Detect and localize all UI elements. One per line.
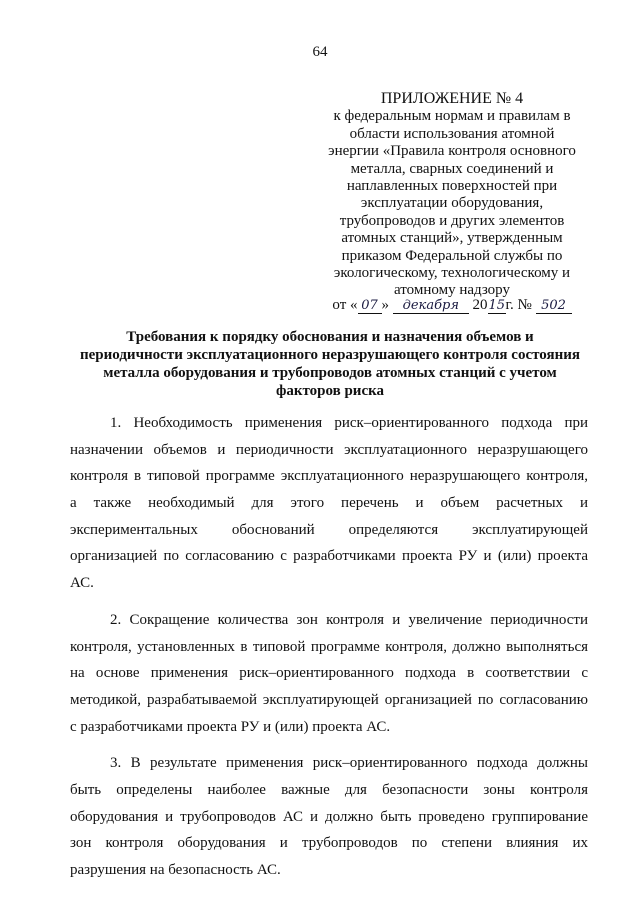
paragraph-line: с разработчиками проекта РУ и (или) проекта АС.: [70, 718, 391, 735]
section-heading: [70, 328, 590, 400]
heading-line: факторов риска: [275, 383, 385, 399]
paragraph-line: назначении объемов и периодичности эксплуатационного неразрушающего: [70, 441, 588, 458]
appendix-line: к федеральным нормам и правилам в: [333, 108, 571, 125]
order-year-suffix: г. №: [505, 297, 532, 313]
order-year-prefix: 20: [472, 297, 488, 313]
paragraph-line: оборудования и трубопроводов АС и должно быть проведено группирование: [70, 808, 588, 825]
paragraph-gap: [70, 740, 588, 750]
appendix-line: экологическому, технологическому и: [333, 265, 571, 282]
order-month-handwritten: декабря: [393, 299, 469, 314]
paragraph-line: 1. Необходимость применения риск–ориентированного подхода при: [110, 415, 588, 431]
paragraph-line: разрушения на безопасность АС.: [70, 862, 281, 878]
paragraph-line: организацией по согласованию с разработчиками проекта РУ и (или) проекта: [70, 548, 588, 565]
appendix-line: эксплуатации оборудования,: [360, 195, 544, 212]
appendix-line: трубопроводов и других элементов: [339, 212, 565, 229]
paragraph-line: на основе применения риск–ориентированного подхода в соответствии с: [70, 665, 588, 682]
paragraph-2: [70, 607, 588, 740]
order-day-handwritten: 07: [358, 299, 382, 314]
paragraph-line: а также необходимый для этого перечень и объем расчетных и: [70, 495, 588, 512]
appendix-line: энергии «Правила контроля основного: [328, 143, 576, 160]
order-date-line: [318, 297, 586, 314]
paragraph-3: [70, 750, 588, 883]
paragraph-line: методикой, разрабатываемой эксплуатирующей организацией по согласованию: [70, 691, 588, 708]
appendix-line: наплавленных поверхностей при: [346, 178, 558, 195]
paragraph-line: экспериментальных обоснований определяются эксплуатирующей: [70, 521, 588, 538]
paragraph-line: 2. Сокращение количества зон контроля и увеличение периодичности: [110, 611, 588, 628]
appendix-line: металла, сварных соединений и: [350, 160, 554, 177]
appendix-line: области использования атомной: [349, 125, 555, 142]
document-body: [70, 410, 588, 884]
appendix-line: атомному надзору: [394, 282, 510, 299]
page-number: 64: [312, 44, 328, 60]
appendix-line: приказом Федеральной службы по: [341, 247, 563, 264]
paragraph-line: зон контроля оборудования и трубопроводов по степени влияния их: [70, 835, 588, 852]
order-number-handwritten: 502: [536, 299, 572, 314]
paragraph-line: быть определены наиболее важные для безопасности зоны контроля: [70, 781, 588, 798]
order-prefix: от «: [332, 297, 358, 313]
paragraph-1: [70, 410, 588, 597]
order-year-handwritten: 15: [488, 298, 506, 313]
heading-line: металла оборудования и трубопроводов атомных станций с учетом: [103, 365, 557, 381]
appendix-line: атомных станций», утвержденным: [341, 230, 563, 247]
appendix-title: ПРИЛОЖЕНИЕ № 4: [380, 90, 524, 107]
heading-line: периодичности эксплуатационного неразрушающего контроля состояния: [79, 347, 581, 363]
paragraph-line: 3. В результате применения риск–ориентированного подхода должны: [110, 755, 588, 772]
paragraph-gap: [70, 597, 588, 607]
paragraph-line: контроля, установленных в типовой программе контроля, должно выполняться: [70, 638, 588, 655]
paragraph-line: контроля в типовой программе эксплуатационного неразрушающего контроля,: [70, 468, 588, 485]
appendix-block: [318, 90, 586, 300]
order-sep: »: [381, 297, 390, 313]
paragraph-line: АС.: [70, 575, 94, 592]
heading-line: Требования к порядку обоснования и назначения объемов и: [126, 329, 534, 345]
